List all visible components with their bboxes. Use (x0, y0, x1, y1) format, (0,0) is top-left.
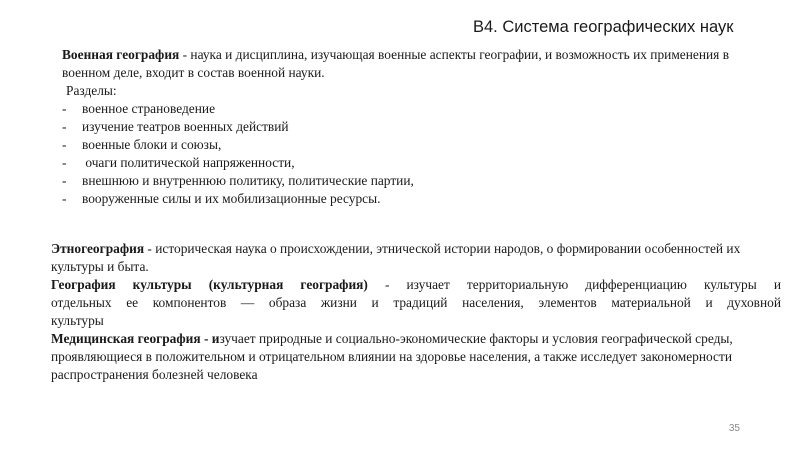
ethnogeography-text: - историческая наука о происхождении, этнической истории народов, о формировании особенностей их культуры и быта. (51, 241, 741, 274)
list-item: - вооруженные силы и их мобилизационные ресурсы. (62, 190, 742, 208)
list-item: - очаги политической напряженности, (62, 154, 742, 172)
other-sciences-block (51, 240, 781, 384)
list-item: - военные блоки и союзы, (62, 136, 742, 154)
sections-list (62, 100, 742, 208)
culture-geography-line-2: отдельных ее компонентов — образа жизни и традиций населения, элементов материальной и духовной (51, 295, 781, 310)
culture-geography-paragraph (51, 276, 781, 330)
culture-geography-line-3: культуры (51, 313, 104, 328)
culture-geography-text-1: - изучает территориальную дифференциацию культуры и (367, 277, 781, 292)
page-number: 35 (728, 423, 740, 434)
culture-geography-term: География культуры (культурная география) (51, 277, 368, 292)
culture-geography-line-1 (51, 276, 781, 294)
list-item: - внешнюю и внутреннюю политику, политические партии, (62, 172, 742, 190)
list-item: - военное страноведение (62, 100, 742, 118)
military-geography-definition (62, 46, 742, 82)
ethnogeography-paragraph (51, 240, 781, 276)
ethnogeography-term: Этногеография (51, 241, 145, 256)
medical-geography-paragraph (51, 330, 781, 384)
medical-geography-text: зучает природные и социально-экономические факторы и условия географической среды, проявляющиеся в положительном и отрицательном влиянии на здоровье населения, а также исследует закономерности распространения болезней человека (51, 331, 733, 382)
slide-title: В4. Система географических наук (473, 18, 734, 36)
list-item: - изучение театров военных действий (62, 118, 742, 136)
medical-geography-term: Медицинская география - и (51, 331, 220, 346)
military-geography-term: Военная география (62, 47, 180, 62)
military-geography-text: - наука и дисциплина, изучающая военные аспекты географии, и возможность их применения в военном деле, входит в состав военной науки. (62, 47, 730, 80)
military-geography-block (62, 46, 742, 208)
sections-label: Разделы: (66, 83, 117, 98)
